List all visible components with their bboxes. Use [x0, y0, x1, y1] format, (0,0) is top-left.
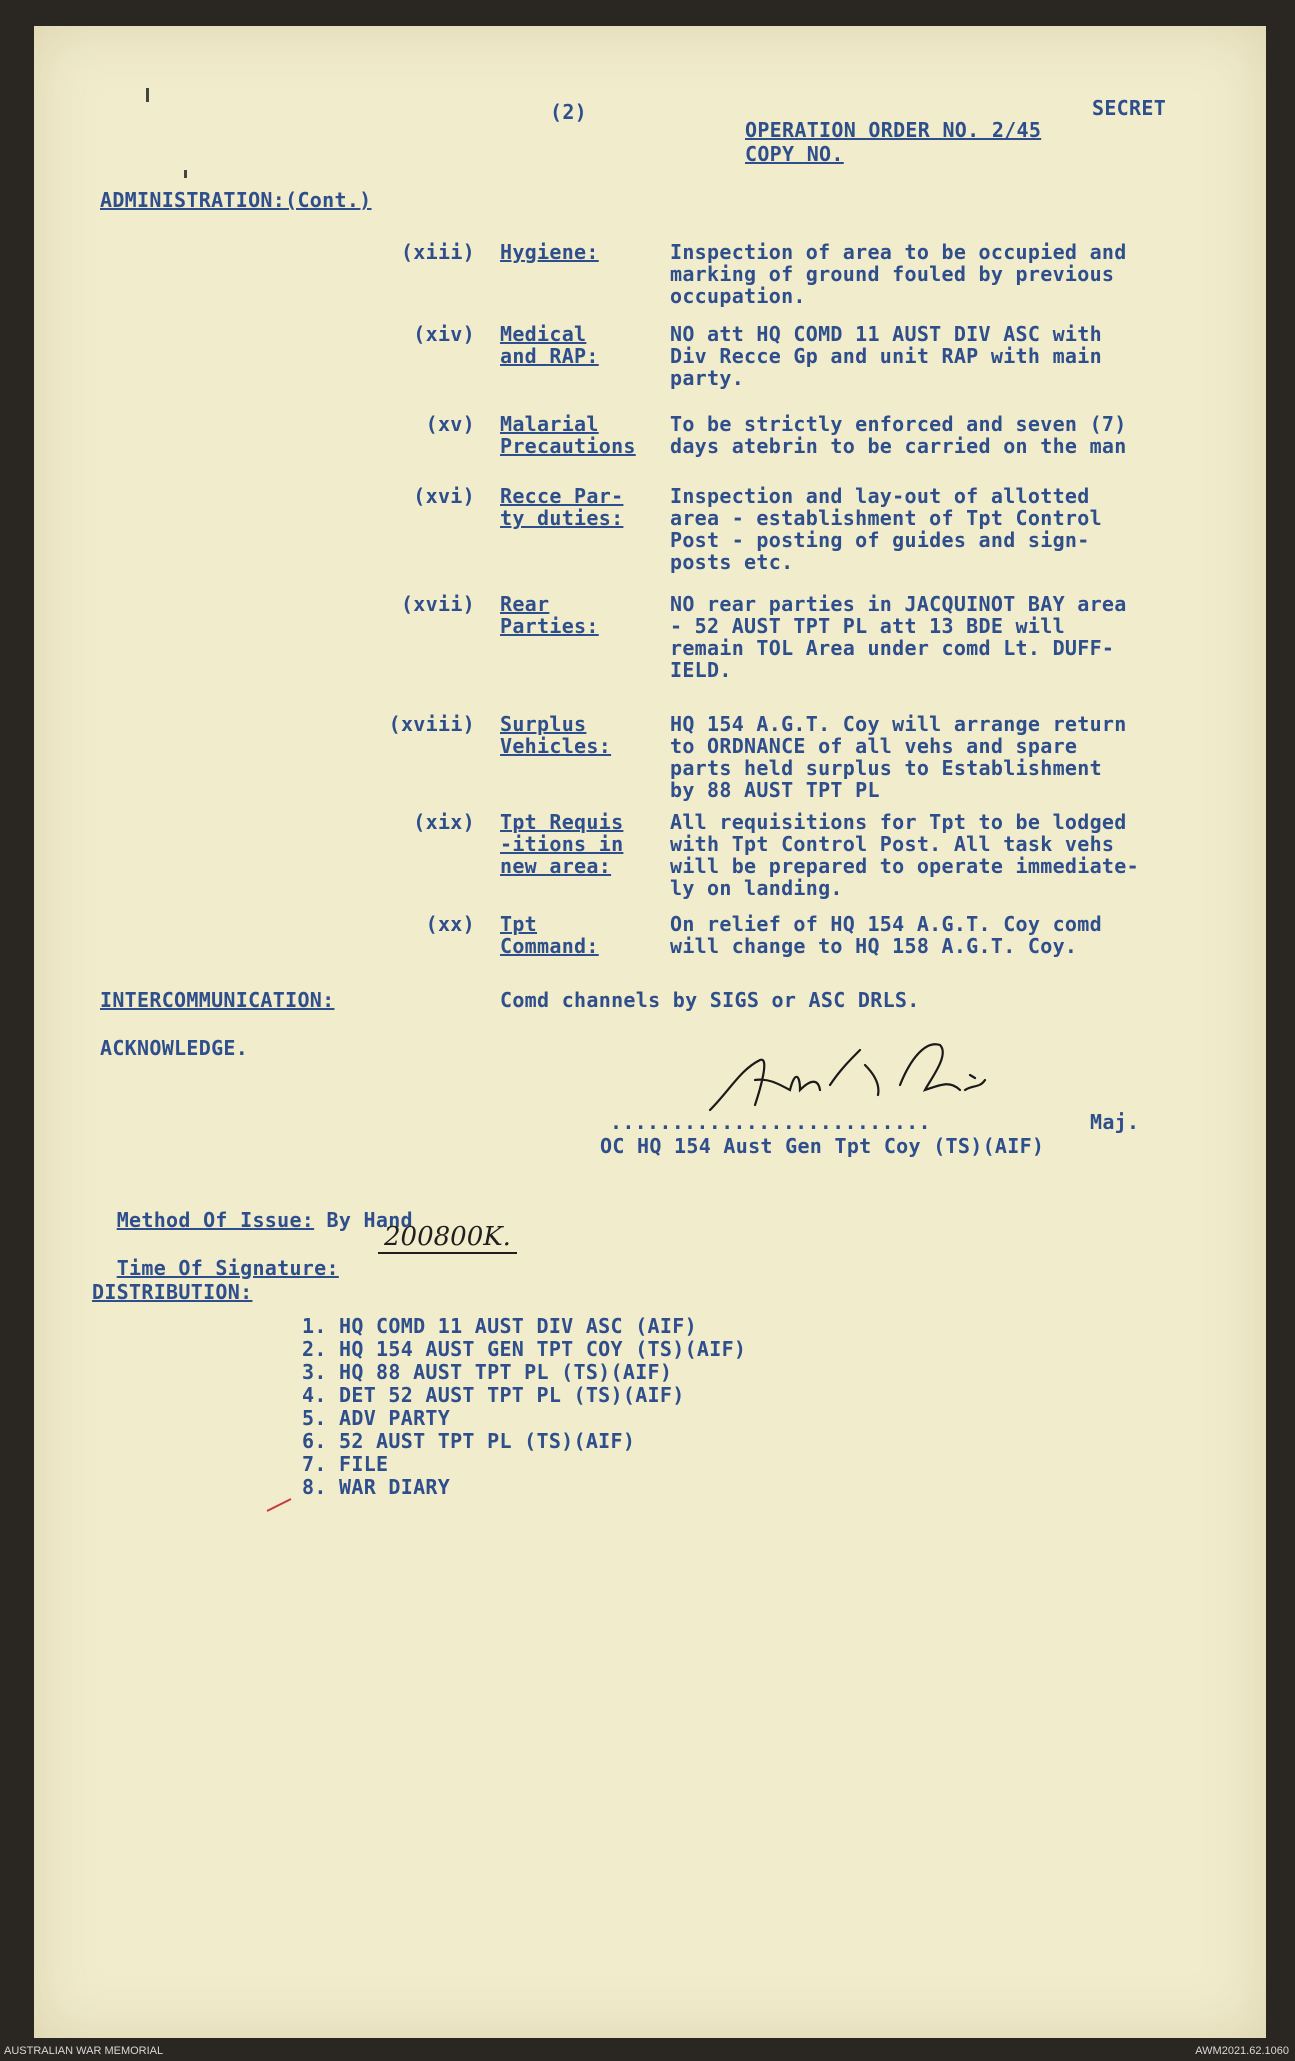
- item-text-line: Div Recce Gp and unit RAP with main: [670, 344, 1102, 368]
- distribution-item: 2. HQ 154 AUST GEN TPT COY (TS)(AIF): [302, 1337, 747, 1361]
- item-text-line: party.: [670, 366, 745, 390]
- method-of-issue-value: By Hand: [326, 1208, 413, 1232]
- item-text-line: Inspection and lay-out of allotted: [670, 484, 1090, 508]
- item-number: (xviii): [388, 712, 475, 736]
- item-text-line: HQ 154 A.G.T. Coy will arrange return: [670, 712, 1127, 736]
- item-label: Malarial: [500, 412, 599, 436]
- item-text-line: ly on landing.: [670, 876, 843, 900]
- distribution-item: 4. DET 52 AUST TPT PL (TS)(AIF): [302, 1383, 685, 1407]
- item-text-line: by 88 AUST TPT PL: [670, 778, 880, 802]
- item-label: Surplus: [500, 712, 587, 736]
- item-number: (xvii): [400, 592, 475, 616]
- signature-title: OC HQ 154 Aust Gen Tpt Coy (TS)(AIF): [600, 1134, 1045, 1158]
- item-text-line: occupation.: [670, 284, 806, 308]
- method-of-issue: [92, 1184, 413, 1232]
- item-text-line: remain TOL Area under comd Lt. DUFF-: [670, 636, 1115, 660]
- item-text-line: NO rear parties in JACQUINOT BAY area: [670, 592, 1127, 616]
- item-label: Hygiene:: [500, 240, 599, 264]
- item-text-line: All requisitions for Tpt to be lodged: [670, 810, 1127, 834]
- item-text-line: On relief of HQ 154 A.G.T. Coy comd: [670, 912, 1102, 936]
- item-number: (xv): [425, 412, 475, 436]
- pin-mark: [184, 170, 187, 178]
- item-label: -itions in: [500, 832, 624, 856]
- distribution-item: 8. WAR DIARY: [302, 1475, 451, 1499]
- acknowledge-text: ACKNOWLEDGE.: [100, 1036, 249, 1060]
- distribution-item: 5. ADV PARTY: [302, 1406, 451, 1430]
- time-of-signature-label: Time Of Signature:: [116, 1256, 339, 1280]
- page-number: (2): [550, 100, 588, 124]
- time-of-signature: [92, 1232, 339, 1280]
- item-label: Recce Par-: [500, 484, 624, 508]
- item-label: Vehicles:: [500, 734, 612, 758]
- distribution-item: 3. HQ 88 AUST TPT PL (TS)(AIF): [302, 1360, 673, 1384]
- method-of-issue-label: Method Of Issue:: [116, 1208, 315, 1232]
- signature-dots: ..........................: [610, 1110, 931, 1134]
- order-title: OPERATION ORDER NO. 2/45: [745, 118, 1042, 142]
- signature-rank: Maj.: [1090, 1110, 1140, 1134]
- item-text-line: IELD.: [670, 658, 732, 682]
- item-number: (xiii): [400, 240, 475, 264]
- intercommunication-heading: INTERCOMMUNICATION:: [100, 988, 335, 1012]
- item-number: (xiv): [413, 322, 475, 346]
- item-text-line: NO att HQ COMD 11 AUST DIV ASC with: [670, 322, 1102, 346]
- section-heading-text: ADMINISTRATION:(Cont.): [100, 188, 372, 212]
- distribution-item: 1. HQ COMD 11 AUST DIV ASC (AIF): [302, 1314, 697, 1338]
- intercommunication-text: Comd channels by SIGS or ASC DRLS.: [500, 988, 920, 1012]
- footer-left: AUSTRALIAN WAR MEMORIAL: [4, 2045, 164, 2057]
- item-label: Command:: [500, 934, 599, 958]
- item-number: (xix): [413, 810, 475, 834]
- item-text-line: Post - posting of guides and sign-: [670, 528, 1090, 552]
- item-label: Tpt Requis: [500, 810, 624, 834]
- item-text-line: Inspection of area to be occupied and: [670, 240, 1127, 264]
- item-text-line: days atebrin to be carried on the man: [670, 434, 1127, 458]
- classification-label: SECRET: [1092, 96, 1167, 120]
- item-text-line: posts etc.: [670, 550, 794, 574]
- distribution-item: 7. FILE: [302, 1452, 389, 1476]
- item-label: Rear: [500, 592, 550, 616]
- item-text-line: to ORDNANCE of all vehs and spare: [670, 734, 1078, 758]
- item-text-line: To be strictly enforced and seven (7): [670, 412, 1127, 436]
- item-label: ty duties:: [500, 506, 624, 530]
- handwritten-signature: [700, 1030, 1000, 1120]
- footer-right: AWM2021.62.1060: [1195, 2045, 1289, 2057]
- item-label: new area:: [500, 854, 612, 878]
- distribution-heading: DISTRIBUTION:: [92, 1280, 253, 1304]
- item-label: Medical: [500, 322, 587, 346]
- item-label: and RAP:: [500, 344, 599, 368]
- pin-mark: [146, 88, 149, 102]
- item-text-line: parts held surplus to Establishment: [670, 756, 1102, 780]
- item-text-line: marking of ground fouled by previous: [670, 262, 1115, 286]
- copy-number: COPY NO.: [745, 142, 844, 166]
- item-text-line: - 52 AUST TPT PL att 13 BDE will: [670, 614, 1065, 638]
- item-label: Precautions: [500, 434, 636, 458]
- time-of-signature-value: 200800K.: [378, 1222, 517, 1254]
- item-text-line: will change to HQ 158 A.G.T. Coy.: [670, 934, 1078, 958]
- red-tick-mark: [265, 1495, 295, 1515]
- item-label: Tpt: [500, 912, 538, 936]
- item-number: (xvi): [413, 484, 475, 508]
- item-text-line: area - establishment of Tpt Control: [670, 506, 1102, 530]
- item-text-line: with Tpt Control Post. All task vehs: [670, 832, 1115, 856]
- item-label: Parties:: [500, 614, 599, 638]
- item-text-line: will be prepared to operate immediate-: [670, 854, 1139, 878]
- section-heading-administration: [100, 188, 372, 212]
- item-number: (xx): [425, 912, 475, 936]
- distribution-item: 6. 52 AUST TPT PL (TS)(AIF): [302, 1429, 636, 1453]
